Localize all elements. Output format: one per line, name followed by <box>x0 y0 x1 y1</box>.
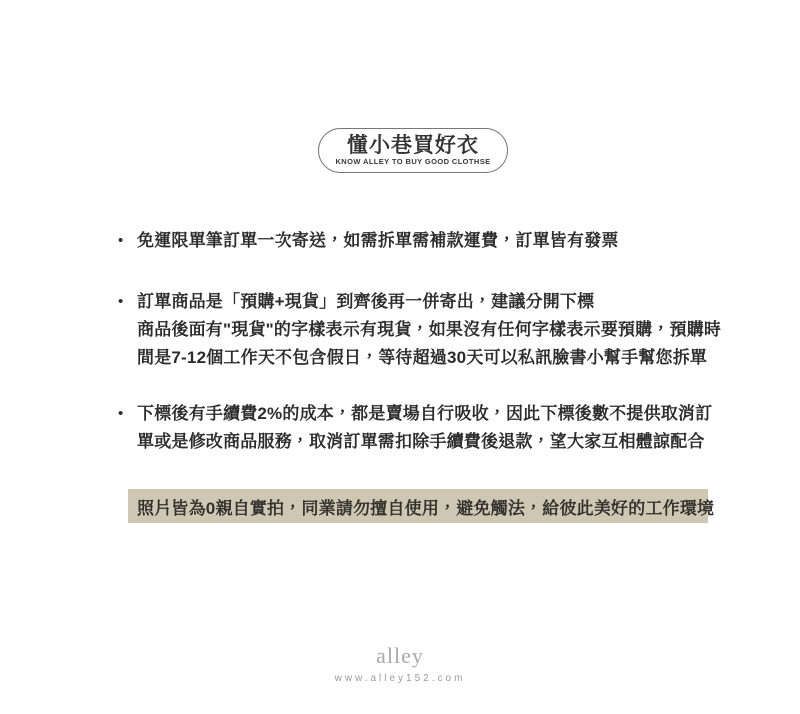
bullet-dot-icon: • <box>118 405 124 422</box>
footer-brand: alley <box>376 643 424 668</box>
policy-line: 間是7-12個工作天不包含假日，等待超過30天可以私訊臉書小幫手幫您拆單 <box>137 348 708 367</box>
policy-bullet-preorder <box>118 288 722 372</box>
copyright-notice-text: 照片皆為0親自實拍，同業請勿擅自使用，避免觸法，給彼此美好的工作環境 <box>137 498 715 518</box>
brand-badge <box>318 128 508 173</box>
policy-bullet-fee <box>118 400 718 456</box>
policy-list <box>118 227 722 523</box>
bullet-dot-icon: • <box>118 232 124 249</box>
brand-badge-title: 懂小巷買好衣 <box>347 134 479 157</box>
policy-line: 商品後面有"現貨"的字樣表示有現貨，如果沒有任何字樣表示要預購，預購時 <box>137 320 722 339</box>
policy-bullet-shipping <box>118 227 718 255</box>
copyright-notice <box>128 489 715 523</box>
policy-line: 訂單商品是「預購+現貨」到齊後再一併寄出，建議分開下標 <box>137 292 595 311</box>
footer <box>0 644 800 684</box>
footer-website: www.alley152.com <box>334 673 466 684</box>
policy-line: 下標後有手續費2%的成本，都是賣場自行吸收，因此下標後數不提供取消訂 <box>137 404 713 423</box>
policy-line: 免運限單筆訂單一次寄送，如需拆單需補款運費，訂單皆有發票 <box>137 231 619 250</box>
brand-badge-subtitle: KNOW ALLEY TO BUY GOOD CLOTHSE <box>335 157 491 166</box>
policy-line: 單或是修改商品服務，取消訂單需扣除手續費後退款，望大家互相體諒配合 <box>137 432 705 451</box>
bullet-dot-icon: • <box>118 293 124 310</box>
